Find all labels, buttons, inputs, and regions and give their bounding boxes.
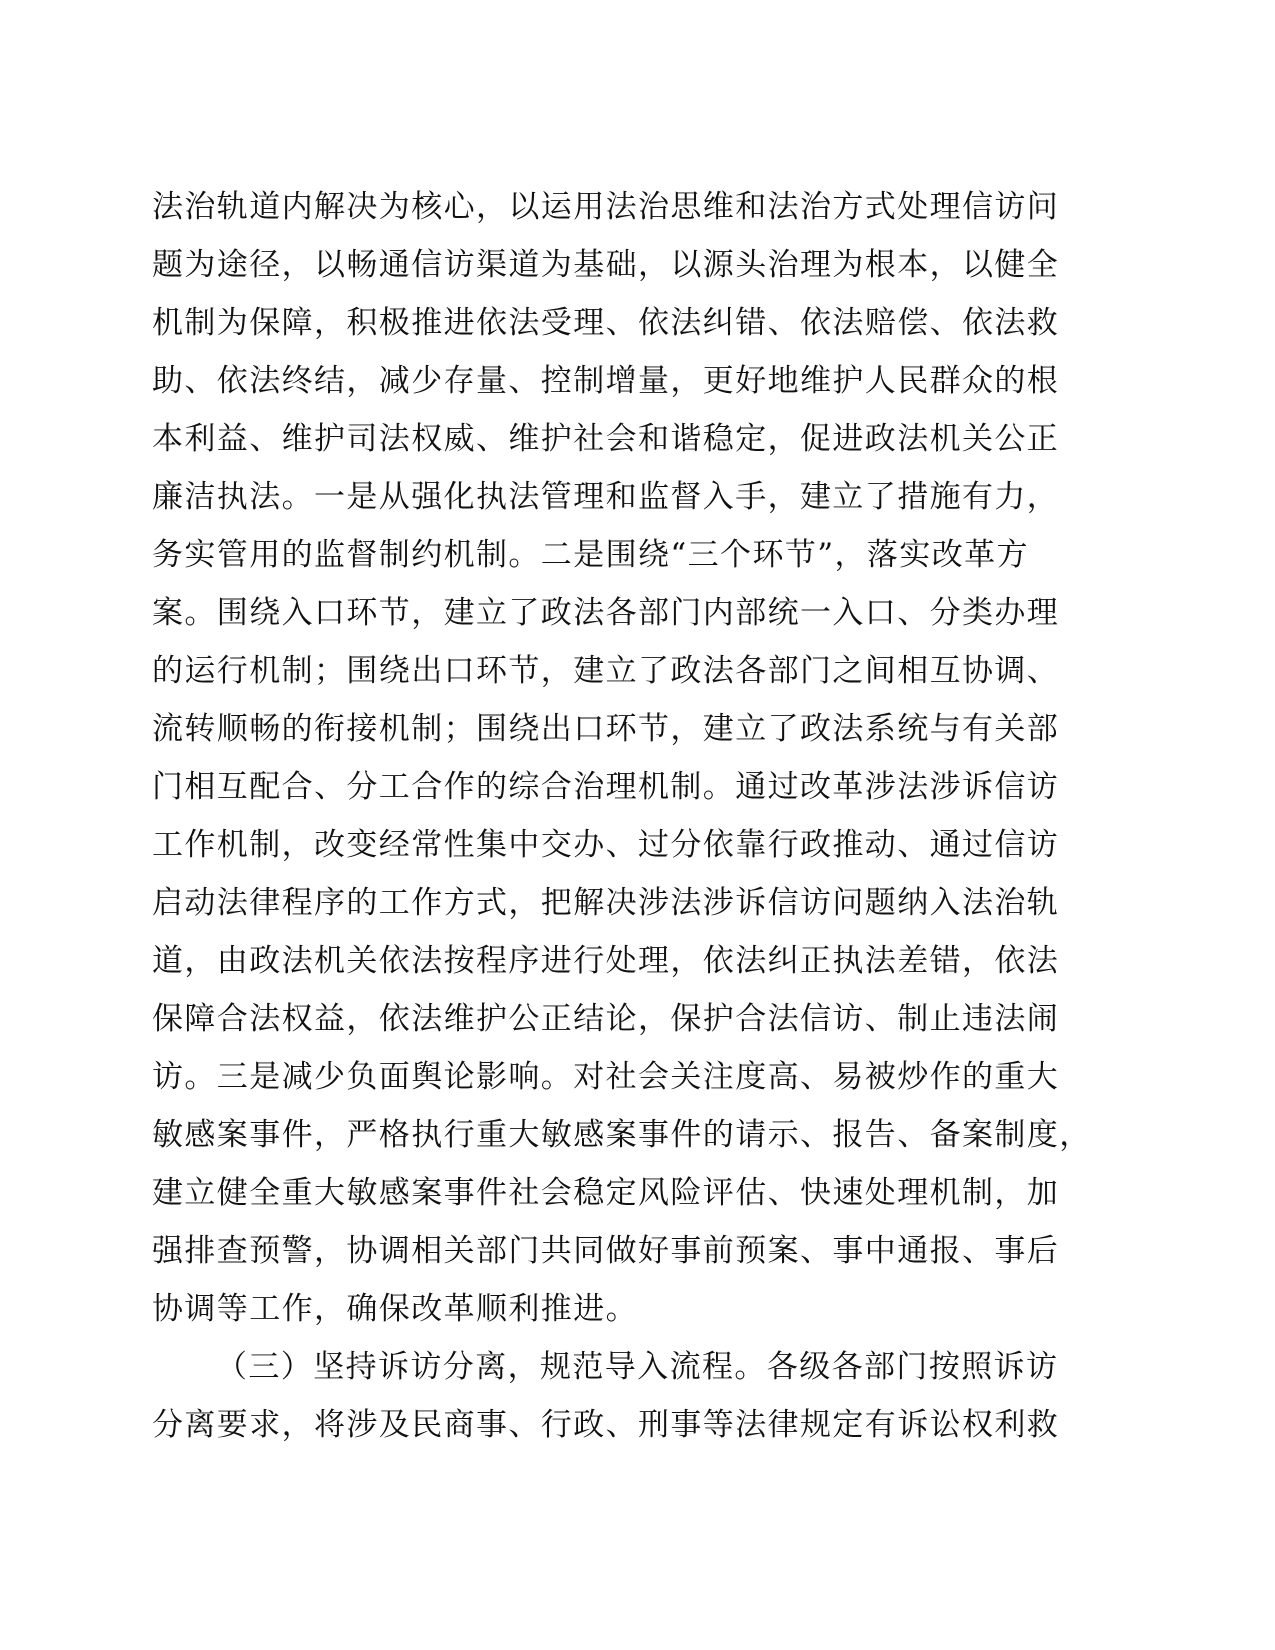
section-heading-line: （三）坚持诉访分离，规范导入流程。各级各部门按照诉访 (216, 1349, 1059, 1385)
text-line: 保障合法权益，依法维护公正结论，保护合法信访、制止违法闹 (152, 1001, 1060, 1037)
text-line: 廉洁执法。一是从强化执法管理和监督入手，建立了措施有力， (152, 479, 1060, 515)
body-text (152, 178, 1112, 1454)
text-line: 道，由政法机关依法按程序进行处理，依法纠正执法差错，依法 (152, 943, 1060, 979)
text-line: 协调等工作，确保改革顺利推进。 (152, 1291, 638, 1327)
text-line: 的运行机制；围绕出口环节，建立了政法各部门之间相互协调、 (152, 653, 1060, 689)
text-line: 分离要求，将涉及民商事、行政、刑事等法律规定有诉讼权利救 (152, 1407, 1060, 1443)
text-line: 本利益、维护司法权威、维护社会和谐稳定，促进政法机关公正 (152, 421, 1060, 457)
text-line: 案。围绕入口环节，建立了政法各部门内部统一入口、分类办理 (152, 595, 1060, 631)
text-line: 建立健全重大敏感案事件社会稳定风险评估、快速处理机制，加 (152, 1175, 1060, 1211)
text-line: 机制为保障，积极推进依法受理、依法纠错、依法赔偿、依法救 (152, 305, 1060, 341)
text-line: 题为途径，以畅通信访渠道为基础，以源头治理为根本，以健全 (152, 247, 1060, 283)
text-line: 流转顺畅的衔接机制；围绕出口环节，建立了政法系统与有关部 (152, 711, 1060, 747)
text-line: 启动法律程序的工作方式，把解决涉法涉诉信访问题纳入法治轨 (152, 885, 1060, 921)
text-line: 务实管用的监督制约机制。二是围绕“三个环节”，落实改革方 (152, 537, 1029, 573)
text-line: 工作机制，改变经常性集中交办、过分依靠行政推动、通过信访 (152, 827, 1060, 863)
text-line: 法治轨道内解决为核心，以运用法治思维和法治方式处理信访问 (152, 189, 1060, 225)
text-line: 助、依法终结，减少存量、控制增量，更好地维护人民群众的根 (152, 363, 1060, 399)
text-line: 访。三是减少负面舆论影响。对社会关注度高、易被炒作的重大 (152, 1059, 1060, 1095)
text-line: 强排查预警，协调相关部门共同做好事前预案、事中通报、事后 (152, 1233, 1060, 1269)
text-line: 门相互配合、分工合作的综合治理机制。通过改革涉法涉诉信访 (152, 769, 1060, 805)
text-line: 敏感案事件，严格执行重大敏感案事件的请示、报告、备案制度， (152, 1117, 1092, 1153)
